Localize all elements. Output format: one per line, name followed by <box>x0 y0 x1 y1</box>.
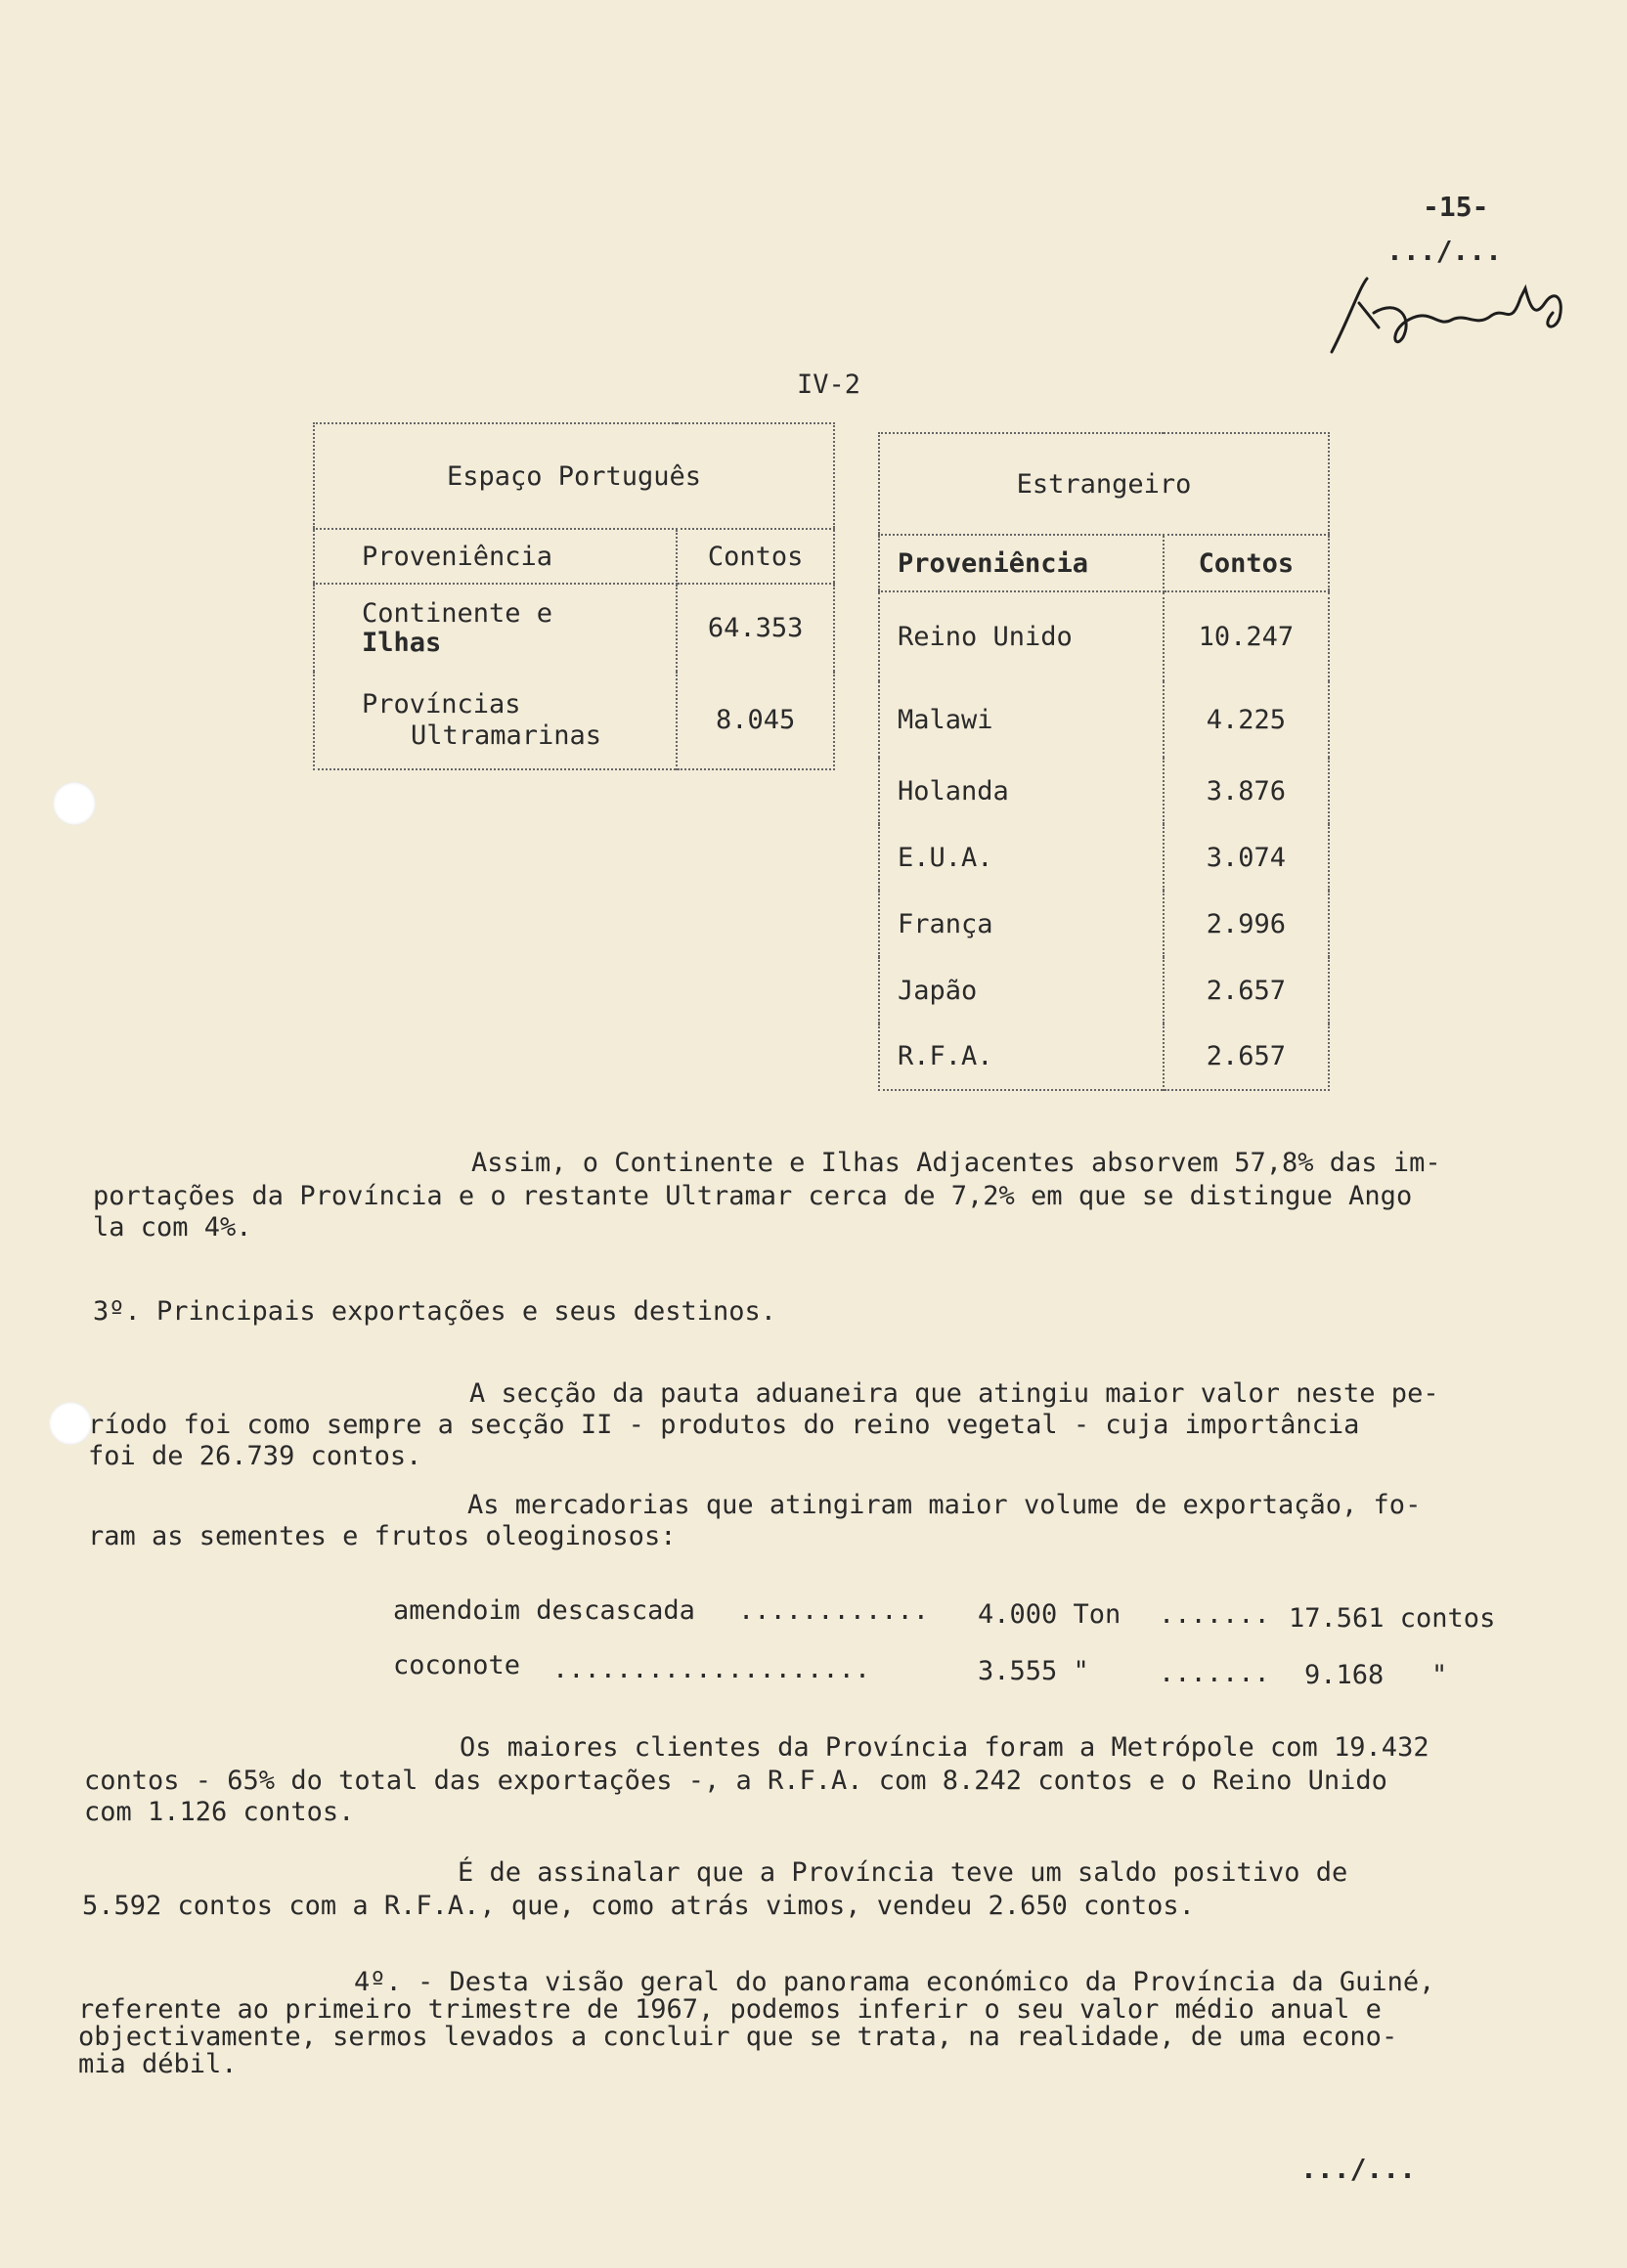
para5-line1: É de assinalar que a Província teve um saldo positivo de <box>458 1857 1348 1888</box>
origin-cell: Holanda <box>879 758 1164 824</box>
export-value: 17.561 contos <box>1289 1603 1496 1634</box>
section3-heading: 3º. Principais exportações e seus destinos. <box>93 1296 776 1327</box>
export-product: amendoim descascada <box>393 1595 695 1626</box>
table-row <box>314 672 834 769</box>
para2-line2: ríodo foi como sempre a secção II - produtos do reino vegetal - cuja importância <box>88 1410 1360 1440</box>
para4-line2: contos - 65% do total das exportações -, a R.F.A. com 8.242 contos e o Reino Unido <box>84 1766 1387 1796</box>
amount-cell: 64.353 <box>707 613 804 643</box>
para4-line3: com 1.126 contos. <box>84 1797 355 1827</box>
export-leader: ............ <box>738 1595 930 1626</box>
amount-cell: 3.074 <box>1206 842 1287 873</box>
para6-line2: referente ao primeiro trimestre de 1967, podemos inferir o seu valor médio anual e <box>78 1994 1382 2025</box>
origin-cell: E.U.A. <box>879 824 1164 891</box>
table-row <box>879 957 1329 1024</box>
para2-line1: A secção da pauta aduaneira que atingiu maior valor neste pe- <box>469 1378 1439 1409</box>
export-qty: 3.555 " <box>978 1656 1089 1686</box>
amount-cell: 3.876 <box>1206 775 1287 807</box>
table-foreign-title: Estrangeiro <box>879 433 1329 535</box>
col-header-amount: Contos <box>1164 535 1329 591</box>
table-row <box>879 591 1329 681</box>
export-leader: .................... <box>552 1654 871 1684</box>
signature-icon <box>1320 259 1584 367</box>
table-row <box>314 584 834 672</box>
origin-cell: França <box>879 891 1164 957</box>
origin-cell: Malawi <box>879 681 1164 758</box>
para5-line2: 5.592 contos com a R.F.A., que, como atrás vimos, vendeu 2.650 contos. <box>82 1891 1195 1921</box>
origin-cell: Japão <box>879 957 1164 1024</box>
origin-line2: Ilhas <box>362 627 442 658</box>
export-qty: 4.000 Ton <box>978 1599 1121 1630</box>
table-foreign <box>878 432 1330 1091</box>
page-number: -15- <box>1423 191 1489 223</box>
para6-line1: 4º. - Desta visão geral do panorama económico da Província da Guiné, <box>354 1967 1435 1997</box>
col-header-origin: Proveniência <box>879 535 1164 591</box>
para1-line3: la com 4%. <box>93 1212 252 1243</box>
para1-line1: Assim, o Continente e Ilhas Adjacentes absorvem 57,8% das im- <box>471 1148 1441 1178</box>
amount-cell: 4.225 <box>1206 704 1287 735</box>
col-header-origin: Proveniência <box>314 529 677 584</box>
export-product: coconote <box>393 1650 521 1680</box>
para4-line1: Os maiores clientes da Província foram a Metrópole com 19.432 <box>460 1732 1429 1763</box>
origin-cell: Reino Unido <box>879 591 1164 681</box>
table-row <box>879 824 1329 891</box>
export-leader: ....... <box>1159 1658 1270 1688</box>
table-portuguese-title: Espaço Português <box>314 423 834 529</box>
origin-cell: R.F.A. <box>879 1024 1164 1090</box>
continued-bottom: .../... <box>1300 2153 1417 2185</box>
table-portuguese <box>313 422 835 770</box>
amount-cell: 10.247 <box>1198 622 1295 652</box>
amount-cell: 8.045 <box>715 705 796 735</box>
para3-line2: ram as sementes e frutos oleoginosos: <box>88 1521 677 1551</box>
punch-hole-bottom <box>49 1402 92 1445</box>
origin-line1: Províncias <box>362 688 521 720</box>
origin-line1: Continente e <box>362 597 553 629</box>
para3-line1: As mercadorias que atingiram maior volume de exportação, fo- <box>467 1490 1422 1520</box>
punch-hole-top <box>53 782 96 825</box>
continued-top: .../... <box>1386 235 1503 267</box>
table-row <box>879 758 1329 824</box>
amount-cell: 2.657 <box>1206 975 1287 1006</box>
table-row <box>879 1024 1329 1090</box>
origin-line2: Ultramarinas <box>411 720 602 751</box>
amount-cell: 2.657 <box>1206 1041 1287 1071</box>
col-header-amount: Contos <box>677 529 834 584</box>
para6-line3: objectivamente, sermos levados a concluir que se trata, na realidade, de uma econo- <box>78 2022 1398 2052</box>
para2-line3: foi de 26.739 contos. <box>88 1441 422 1471</box>
table-row <box>879 891 1329 957</box>
table-row <box>879 681 1329 758</box>
para6-line4: mia débil. <box>78 2049 238 2079</box>
para1-line2: portações da Província e o restante Ultramar cerca de 7,2% em que se distingue Ango <box>93 1181 1413 1211</box>
export-leader: ....... <box>1159 1599 1270 1630</box>
amount-cell: 2.996 <box>1206 908 1287 939</box>
export-value: 9.168 " <box>1304 1660 1448 1690</box>
table-caption: IV-2 <box>797 370 861 400</box>
